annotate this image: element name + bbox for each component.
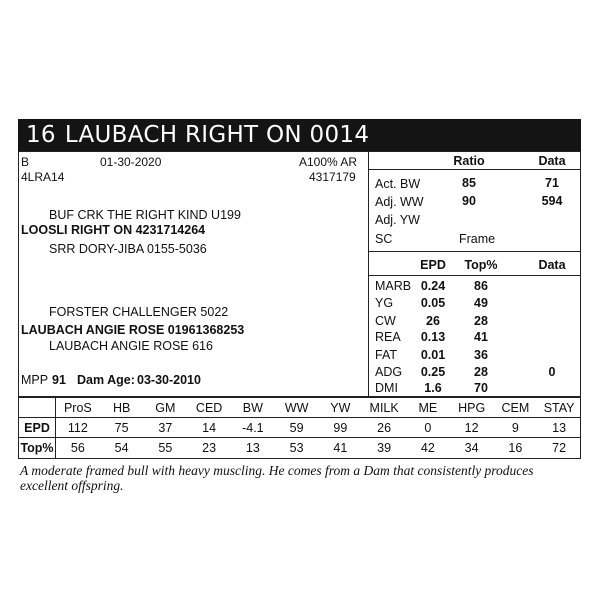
carcass-row-label: YG: [375, 296, 394, 310]
carcass-data-header: Data: [538, 258, 566, 272]
dam-sire: FORSTER CHALLENGER 5022: [49, 305, 229, 319]
sire: LOOSLI RIGHT ON 4231714264: [21, 223, 206, 237]
epd-column-header: STAY: [543, 401, 575, 415]
lot-comment: A moderate framed bull with heavy muscling. He comes from a Dam that consistently produces excellent offspring.: [20, 463, 534, 493]
top-percent-value: 56: [70, 441, 85, 455]
breed-code: B: [21, 155, 30, 169]
carcass-epd-header: EPD: [420, 258, 446, 272]
epd-column-header: ME: [418, 401, 438, 415]
sire-dam: SRR DORY-JIBA 0155-5036: [49, 242, 207, 256]
animal-name: LAUBACH RIGHT ON 0014: [64, 122, 370, 148]
carcass-row-top: 70: [474, 381, 488, 395]
top-percent-value: 55: [158, 441, 173, 455]
tattoo: 4LRA14: [21, 170, 65, 184]
epd-value: 14: [202, 421, 217, 435]
top-percent-value: 13: [245, 441, 260, 455]
carcass-row-top: 41: [474, 330, 488, 344]
top-percent-value: 41: [333, 441, 348, 455]
epd-column-header: GM: [155, 401, 176, 415]
epd-column-header: HB: [112, 401, 131, 415]
epd-value: 26: [377, 421, 392, 435]
mpp-label: MPP: [21, 373, 49, 387]
pedigree-box: [18, 151, 369, 397]
carcass-row-epd: 26: [426, 314, 440, 328]
dam-dam: LAUBACH ANGIE ROSE 616: [49, 339, 213, 353]
lot-title-bar: [18, 119, 581, 151]
performance-data-header: Data: [538, 154, 566, 168]
epd-value: 0: [424, 421, 432, 435]
carcass-row-label: FAT: [375, 348, 397, 362]
top-percent-value: 42: [420, 441, 435, 455]
dam-age-label: Dam Age:: [77, 373, 135, 387]
epd-column-header: CEM: [501, 401, 530, 415]
performance-ratio-header: Ratio: [453, 154, 485, 168]
carcass-row-label: CW: [375, 314, 396, 328]
carcass-row-epd: 0.25: [420, 365, 446, 379]
dam-age-value: 03-30-2010: [137, 373, 201, 387]
carcass-header-divider: [368, 275, 581, 276]
epd-value: 12: [464, 421, 479, 435]
epd-value: 9: [511, 421, 519, 435]
performance-row-label: Adj. YW: [375, 213, 420, 227]
epd-table-divider-1: [18, 417, 581, 418]
epd-column-header: ProS: [63, 401, 92, 415]
carcass-row-label: REA: [375, 330, 401, 344]
registration-type: A100% AR: [299, 155, 358, 169]
top-percent-value: 23: [202, 441, 217, 455]
epd-table-divider-2: [18, 437, 581, 438]
epd-column-header: HPG: [458, 401, 486, 415]
top-percent-value: 53: [289, 441, 304, 455]
birth-date: 01-30-2020: [100, 155, 162, 169]
epd-column-header: CED: [195, 401, 223, 415]
carcass-row-label: ADG: [375, 365, 403, 379]
performance-row-data: 71: [545, 176, 559, 190]
carcass-row-label: DMI: [375, 381, 398, 395]
carcass-row-epd: 0.01: [420, 348, 446, 362]
sire-sire: BUF CRK THE RIGHT KIND U199: [49, 208, 241, 222]
epd-column-header: MILK: [369, 401, 399, 415]
epd-value: -4.1: [242, 421, 264, 435]
epd-value: 75: [114, 421, 129, 435]
carcass-row-epd: 0.05: [420, 296, 446, 310]
performance-carcass-divider: [368, 251, 581, 252]
carcass-row-epd: 1.6: [424, 381, 442, 395]
epd-value: 13: [552, 421, 567, 435]
performance-frame-label: Frame: [459, 232, 496, 246]
carcass-row-top: 36: [474, 348, 488, 362]
top-percent-value: 54: [114, 441, 129, 455]
epd-row-label: EPD: [24, 421, 50, 435]
carcass-row-top: 28: [474, 365, 488, 379]
lot-card: [18, 119, 581, 492]
performance-row-label: SC: [375, 232, 393, 246]
registration-number: 4317179: [309, 170, 356, 184]
performance-row-label: Act. BW: [375, 177, 421, 191]
epd-column-header: WW: [284, 401, 309, 415]
performance-row-label: Adj. WW: [375, 195, 424, 209]
carcass-top-header: Top%: [464, 258, 498, 272]
epd-value: 112: [67, 421, 88, 435]
epd-value: 59: [289, 421, 304, 435]
top-percent-value: 34: [464, 441, 479, 455]
top-percent-value: 72: [552, 441, 567, 455]
carcass-row-top: 28: [474, 314, 488, 328]
carcass-row-data: 0: [548, 365, 556, 379]
carcass-row-epd: 0.13: [420, 330, 446, 344]
performance-header-divider: [368, 169, 581, 170]
carcass-row-top: 86: [474, 279, 488, 293]
epd-column-header: YW: [330, 401, 351, 415]
dam: LAUBACH ANGIE ROSE 01961368253: [21, 323, 245, 337]
carcass-row-top: 49: [474, 296, 488, 310]
top-row-label: Top%: [20, 441, 54, 455]
epd-value: 37: [158, 421, 173, 435]
top-percent-value: 16: [508, 441, 523, 455]
mpp-value: 91: [52, 373, 66, 387]
carcass-row-label: MARB: [375, 279, 412, 293]
top-percent-value: 39: [377, 441, 392, 455]
epd-value: 99: [333, 421, 348, 435]
performance-row-ratio: 90: [462, 194, 476, 208]
performance-row-data: 594: [541, 194, 563, 208]
epd-column-header: BW: [242, 401, 263, 415]
lot-number: 16: [26, 122, 56, 148]
carcass-row-epd: 0.24: [420, 279, 446, 293]
performance-row-ratio: 85: [462, 176, 476, 190]
